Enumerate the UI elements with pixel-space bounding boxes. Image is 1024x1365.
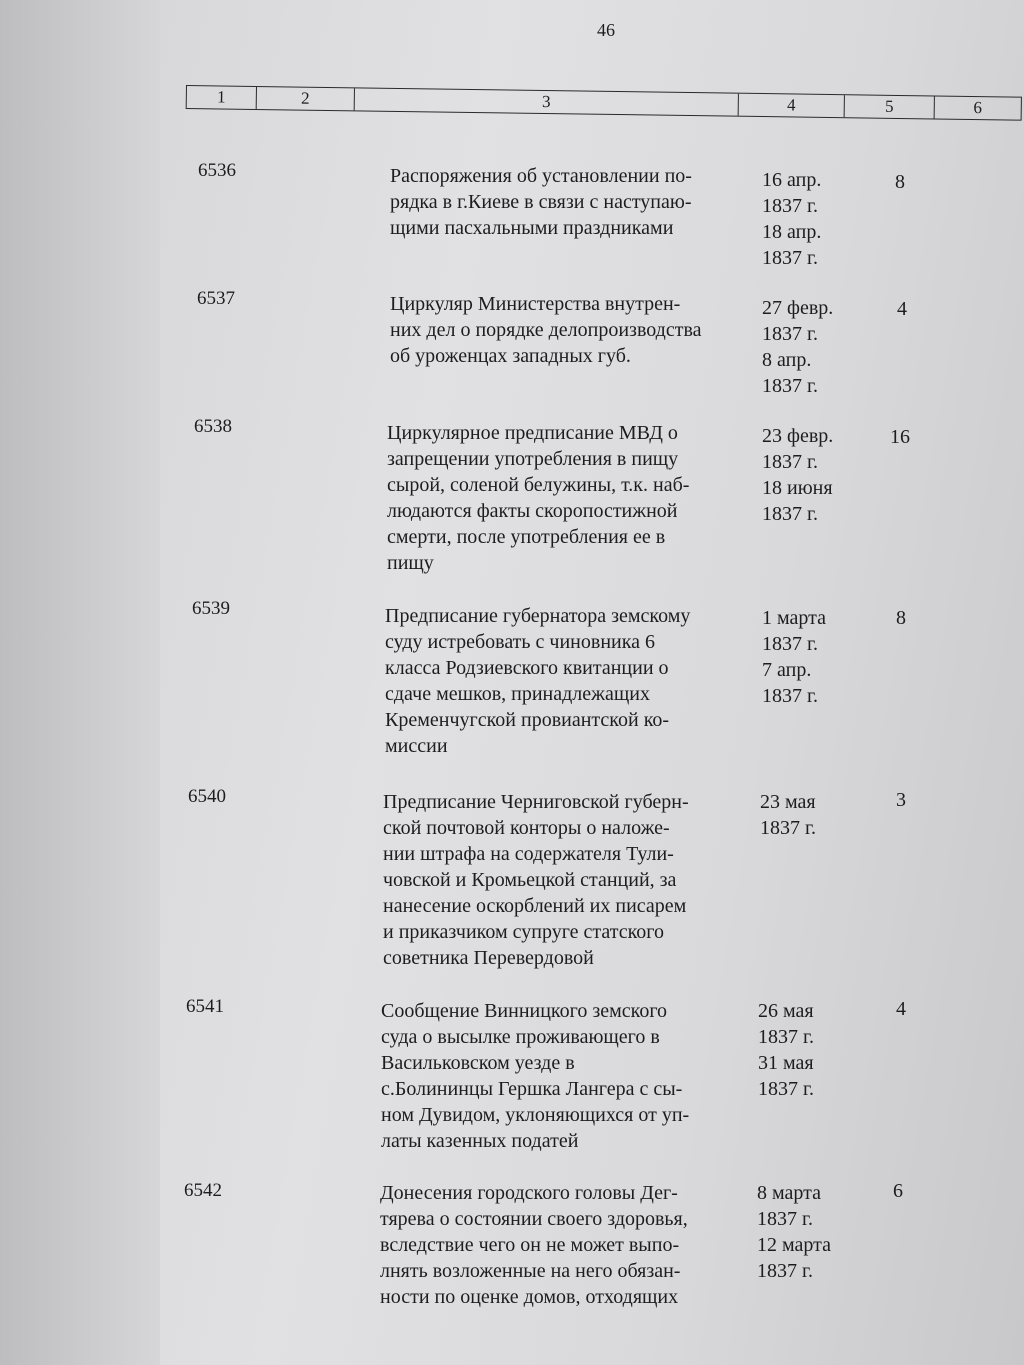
date-line: 1837 г. xyxy=(758,1026,814,1048)
entry-sheets: 16 xyxy=(890,426,910,448)
description-line: пищу xyxy=(387,552,434,574)
description-line: сдаче мешков, принадлежащих xyxy=(385,683,650,705)
description-line: с.Болининцы Гершка Лангера с сы- xyxy=(381,1078,683,1100)
entry-description xyxy=(390,291,760,369)
description-line: ном Дувидом, уклоняющихся от уп- xyxy=(381,1104,690,1126)
date-line: 23 февр. xyxy=(762,425,834,447)
entry-description xyxy=(381,998,751,1154)
column-header-row xyxy=(186,85,1022,121)
description-line: Распоряжения об установлении по- xyxy=(390,165,692,187)
entry-number: 6538 xyxy=(194,416,232,437)
date-line: 1837 г. xyxy=(760,817,816,839)
description-line: Циркуляр Министерства внутрен- xyxy=(390,293,681,315)
book-spine-shadow xyxy=(0,0,160,1365)
date-line: 16 апр. xyxy=(762,169,822,191)
entry-sheets: 3 xyxy=(896,789,906,811)
date-line: 8 апр. xyxy=(762,349,812,371)
date-line: 12 марта xyxy=(757,1234,831,1256)
date-line: 7 апр. xyxy=(762,659,812,681)
column-header-5: 5 xyxy=(845,95,935,118)
description-line: тярева о состоянии своего здоровья, xyxy=(380,1208,688,1230)
entry-number: 6541 xyxy=(186,996,224,1017)
column-header-3: 3 xyxy=(355,88,739,115)
entry-description xyxy=(390,163,760,241)
date-line: 1837 г. xyxy=(762,451,818,473)
description-line: Циркулярное предписание МВД о xyxy=(387,422,678,444)
date-line: 1837 г. xyxy=(757,1260,813,1282)
column-header-1: 1 xyxy=(187,86,257,109)
description-line: ности по оценке домов, отходящих xyxy=(380,1286,679,1308)
entry-dates xyxy=(762,605,862,709)
description-line: смерти, после употребления ее в xyxy=(387,526,666,548)
entry-dates xyxy=(762,295,862,399)
description-line: об уроженцах западных губ. xyxy=(390,345,631,367)
description-line: сырой, соленой белужины, т.к. наб- xyxy=(387,474,690,496)
description-line: людаются факты скоропостижной xyxy=(387,500,678,522)
description-line: Васильковском уезде в xyxy=(381,1052,575,1074)
description-line: Предписание Черниговской губерн- xyxy=(383,791,689,813)
description-line: Сообщение Винницкого земского xyxy=(381,1000,668,1022)
description-line: лнять возложенные на него обязан- xyxy=(380,1260,681,1282)
entry-dates xyxy=(762,167,862,271)
description-line: суда о высылке проживающего в xyxy=(381,1026,660,1048)
description-line: класса Родзиевского квитанции о xyxy=(385,657,669,679)
description-line: Предписание губернатора земскому xyxy=(385,605,691,627)
page-number: 46 xyxy=(597,20,615,40)
date-line: 23 мая xyxy=(760,791,816,813)
description-line: них дел о порядке делопроизводства xyxy=(390,319,702,341)
description-line: советника Перевердовой xyxy=(383,947,594,969)
entry-sheets: 6 xyxy=(893,1180,903,1202)
description-line: нанесение оскорблений их писарем xyxy=(383,895,687,917)
date-line: 18 июня xyxy=(762,477,833,499)
date-line: 1837 г. xyxy=(762,323,818,345)
entry-sheets: 4 xyxy=(896,998,906,1020)
entry-sheets: 8 xyxy=(895,171,905,193)
description-line: Донесения городского головы Дег- xyxy=(380,1182,678,1204)
entry-number: 6536 xyxy=(198,160,236,181)
date-line: 1837 г. xyxy=(762,195,818,217)
date-line: 1837 г. xyxy=(762,247,818,269)
date-line: 27 февр. xyxy=(762,297,834,319)
entry-dates xyxy=(762,423,862,527)
date-line: 26 мая xyxy=(758,1000,814,1022)
description-line: латы казенных податей xyxy=(381,1130,579,1152)
date-line: 1837 г. xyxy=(757,1208,813,1230)
description-line: човской и Кромьецкой станций, за xyxy=(383,869,677,891)
entry-dates xyxy=(760,789,860,841)
entry-number: 6542 xyxy=(184,1180,222,1201)
date-line: 1837 г. xyxy=(762,685,818,707)
date-line: 8 марта xyxy=(757,1182,821,1204)
description-line: нии штрафа на содержателя Тули- xyxy=(383,843,674,865)
date-line: 31 мая xyxy=(758,1052,814,1074)
column-header-4: 4 xyxy=(739,94,845,117)
date-line: 1837 г. xyxy=(762,633,818,655)
date-line: 1837 г. xyxy=(762,503,818,525)
date-line: 1 марта xyxy=(762,607,826,629)
description-line: щими пасхальными праздниками xyxy=(390,217,674,239)
date-line: 1837 г. xyxy=(762,375,818,397)
entry-dates xyxy=(757,1180,857,1284)
entry-description xyxy=(380,1180,750,1310)
description-line: Кременчугской провиантской ко- xyxy=(385,709,670,731)
column-header-2: 2 xyxy=(257,87,355,110)
entry-description xyxy=(385,603,755,759)
description-line: рядка в г.Киеве в связи с наступаю- xyxy=(390,191,692,213)
entry-number: 6537 xyxy=(197,288,235,309)
description-line: запрещении употребления в пищу xyxy=(387,448,679,470)
entry-number: 6539 xyxy=(192,598,230,619)
entry-number: 6540 xyxy=(188,786,226,807)
description-line: ской почтовой конторы о наложе- xyxy=(383,817,670,839)
column-header-6: 6 xyxy=(973,97,983,118)
date-line: 18 апр. xyxy=(762,221,822,243)
description-line: суду истребовать с чиновника 6 xyxy=(385,631,656,653)
entry-description xyxy=(383,789,753,971)
entry-sheets: 4 xyxy=(897,298,907,320)
description-line: миссии xyxy=(385,735,448,757)
description-line: и приказчиком супруге статского xyxy=(383,921,664,943)
date-line: 1837 г. xyxy=(758,1078,814,1100)
entry-description xyxy=(387,420,757,576)
entry-dates xyxy=(758,998,858,1102)
description-line: вследствие чего он не может выпо- xyxy=(380,1234,680,1256)
entry-sheets: 8 xyxy=(896,607,906,629)
